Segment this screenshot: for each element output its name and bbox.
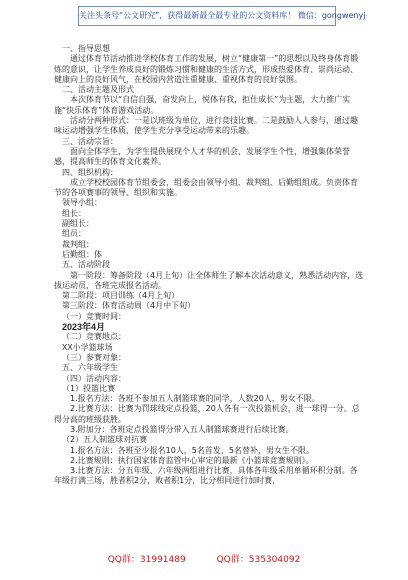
paragraph: 领导小组： — [62, 198, 102, 208]
paragraph: 第二阶段：项目训练（4月上旬） — [62, 291, 180, 301]
paragraph: 二、活动主题及形式 — [62, 85, 134, 95]
paragraph: 裁判组： — [62, 239, 94, 249]
footer-contact — [0, 552, 408, 568]
qq-group-2: QQ群：535304092 — [216, 555, 301, 565]
paragraph: 成立学校校园体育节组委会，组委会由领导小组、裁判组、后勤组组成。负责体育节的各项赛事的领导、组织和实施。 — [54, 177, 358, 198]
document-body — [54, 44, 364, 487]
paragraph: （二）竞赛地点： — [62, 332, 126, 342]
paragraph: （四）活动内容： — [62, 373, 126, 383]
paragraph: 通过体育节活动推进学校体育工作的发展，树立“健康第一”的思想以及终身体育锻炼的意识，让学生养成良好的锻炼习惯和健康的生活方式，形成热爱体育、崇尚运动、健康向上的良好风气，在校园内营造注重健康、重视体育的良好氛围。 — [54, 54, 359, 84]
paragraph: 2.比赛方法：比赛为罚球线定点投篮，20人各有一次投篮机会，进一球得一分。总得分高的班级获胜。 — [54, 404, 360, 424]
paragraph: 面向全体学生，为学生提供展现个人才华的机会，发展学生个性，增强集体荣誉感，提高师生的体育文化素养。 — [54, 146, 350, 167]
header-banner: 关注头条号“公文研究”，获得最新最全最专业的公文资料库！ 微信：gongwenyj — [78, 6, 336, 26]
paragraph: 3.比赛方法：分五年级、六年级两组进行比赛，具体各年级采用单循环积分制。各年级打满三场，胜者积2分，败者积1分，比分相同进行加时赛， — [54, 466, 358, 486]
paragraph: 四、组织机构： — [62, 167, 118, 177]
paragraph: 组长： — [62, 208, 86, 218]
paragraph: （2）五人制篮球对抗赛 — [62, 435, 148, 445]
paragraph: XX小学篮球场 — [62, 342, 113, 352]
paragraph: 组员： — [62, 229, 86, 239]
paragraph: （1）投篮比赛 — [62, 383, 116, 393]
paragraph: （一）竞赛时间： — [62, 311, 126, 321]
paragraph: 第三阶段：体育活动周（4月中下旬） — [62, 301, 196, 311]
paragraph: 2.比赛规则：执行国家体育监管中心审定的最新《小篮球竞赛规则》。 — [70, 455, 314, 465]
paragraph: 2023年4月 — [62, 322, 106, 333]
paragraph: 3.附加分：各班定点投篮得分带入五人制篮球赛进行后续比赛。 — [70, 424, 294, 434]
paragraph: 后勤组：体 — [62, 249, 102, 259]
paragraph: 活动分两种形式：一是以班级为单位，进行竞技比赛。二是鼓励人人参与，通过趣味运动增强学生体质，使学生充分享受运动带来的乐趣。 — [54, 116, 358, 136]
paragraph: 第一阶段：筹备阶段（4月上旬）让全体师生了解本次活动意义，熟悉活动内容，选拔运动员，各班完成报名活动。 — [54, 270, 364, 290]
paragraph: 三、活动宗旨： — [62, 136, 118, 146]
paragraph: （三）参赛对象： — [62, 352, 126, 362]
paragraph: 1.报名方法：各班不参加五人制篮球赛的同学，人数20人，男女不限。 — [70, 394, 320, 404]
paragraph: 五、六年级学生 — [62, 363, 118, 373]
paragraph: 本次体育节以“自信自强，奋发向上，悦体有我，拒仕成长”为主题，大力推广实施“快乐体育”体育游戏活动。 — [54, 95, 351, 115]
paragraph: 副组长： — [62, 219, 94, 229]
qq-group-1: QQ群：31991489 — [107, 555, 186, 565]
paragraph: 五、活动阶段 — [62, 260, 110, 270]
paragraph: 1.报名方法：各班至少报名10人，5名首发，5名替补，男女生不限。 — [70, 445, 314, 455]
paragraph: 一、指导思想 — [62, 44, 110, 53]
